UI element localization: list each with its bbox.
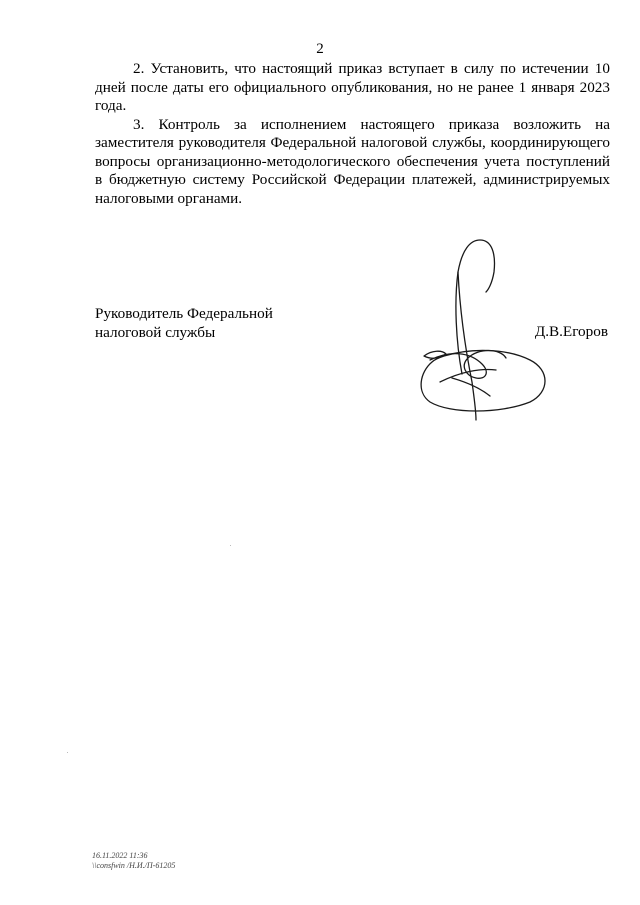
signer-title-line-2: налоговой службы: [95, 323, 216, 341]
signer-title: [95, 305, 273, 342]
document-body: [95, 60, 610, 208]
footer-timestamp: 16.11.2022 11:36: [92, 851, 148, 860]
page-number: 2: [316, 41, 324, 57]
paragraph-effective-date: 2. Установить, что настоящий приказ вступает в силу по истечении 10 дней после даты его официального опубликования, но не ранее 1 января 2023 года.: [95, 60, 610, 114]
signer-title-line-1: Руководитель Федеральной: [95, 305, 273, 322]
footer-meta: [92, 851, 175, 870]
paragraph-control: 3. Контроль за исполнением настоящего приказа возложить на заместителя руководителя Федеральной налоговой службы, координирующего вопросы организационно-методологического обеспечения учета поступлений в бюджетную систему Российской Федерации платежей, администрируемых налоговыми органами.: [95, 115, 610, 207]
footer-file-ref: \\consfwin /Н.И./П-61205: [92, 860, 176, 870]
handwritten-signature: [410, 232, 560, 422]
scan-speck: [230, 545, 231, 546]
scan-speck: [67, 752, 68, 753]
signer-name: Д.В.Егоров: [534, 323, 608, 340]
